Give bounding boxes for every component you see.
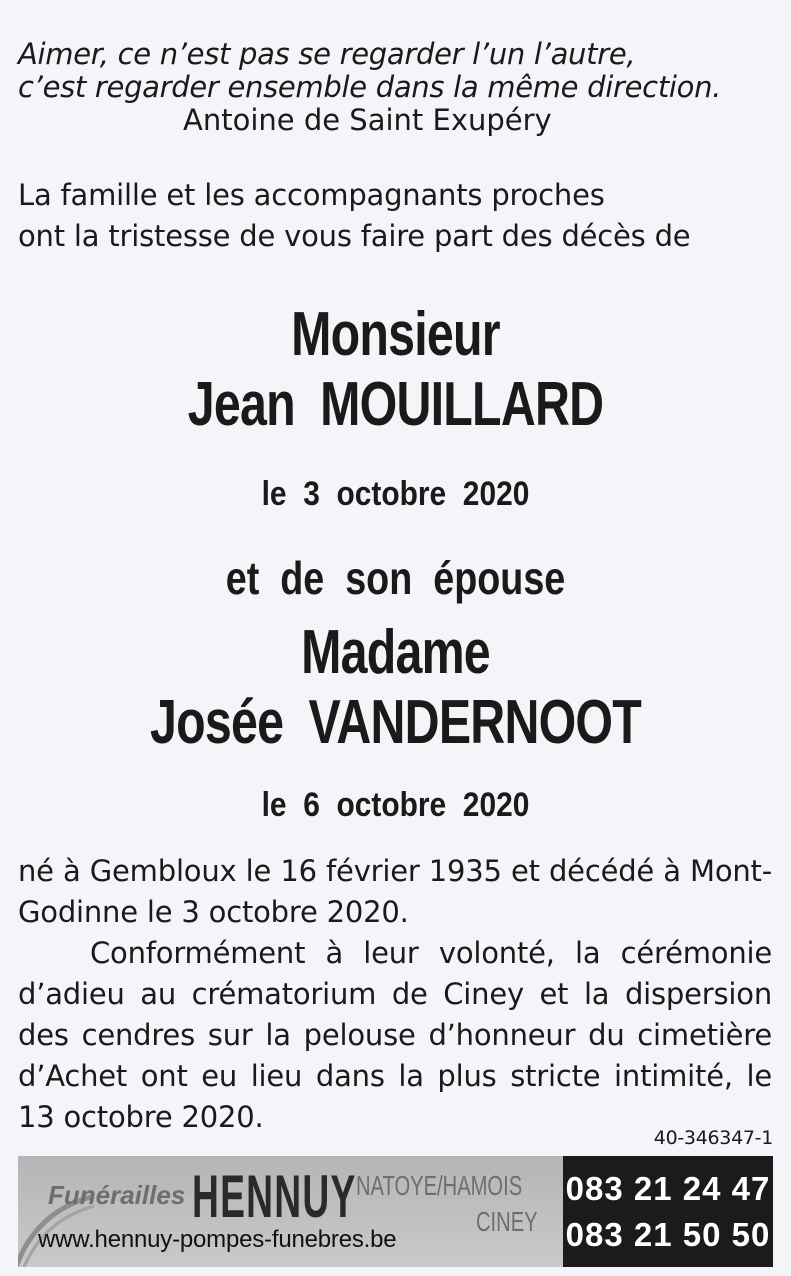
deceased-1-name: Jean MOUILLARD	[187, 370, 604, 439]
phone-panel	[563, 1156, 773, 1267]
quote-author: Antoine de Saint Exupéry	[183, 103, 552, 137]
quote-line-2: c’est regarder ensemble dans la même direction.	[18, 70, 722, 104]
phone-2[interactable]: 083 21 50 50	[565, 1215, 771, 1253]
quote-line-1: Aimer, ce n’est pas se regarder l’un l’autre,	[18, 37, 636, 71]
quote-block	[18, 38, 778, 137]
notice-body	[18, 851, 772, 1138]
deceased-2-heading	[87, 618, 704, 758]
website-link[interactable]: www.hennuy-pompes-funebres.be	[38, 1226, 397, 1253]
funerailles-label: Funérailles	[48, 1180, 186, 1210]
funeral-home-logo-area	[18, 1156, 563, 1267]
intro-line-2: ont la tristesse de vous faire part des décès de	[18, 219, 691, 253]
birth-death-paragraph: né à Gembloux le 16 février 1935 et décédé à Mont-Godinne le 3 octobre 2020.	[18, 854, 772, 929]
hennuy-logo: HENNUY	[192, 1163, 357, 1230]
phone-1[interactable]: 083 21 24 47	[565, 1169, 771, 1207]
deceased-2-name: Josée VANDERNOOT	[149, 688, 642, 757]
deceased-1-title: Monsieur	[291, 300, 500, 369]
deceased-2-title: Madame	[301, 618, 490, 687]
funeral-home-banner	[18, 1156, 773, 1267]
deceased-2-date: le 6 octobre 2020	[261, 786, 530, 824]
location-natoye-hamois: NATOYE/HAMOIS	[356, 1170, 523, 1201]
deceased-1-date: le 3 octobre 2020	[261, 475, 530, 513]
reference-number: 40-346347-1	[653, 1127, 773, 1149]
intro-line-1: La famille et les accompagnants proches	[18, 178, 605, 212]
spouse-label: et de son épouse	[225, 552, 566, 604]
intro-text	[18, 175, 778, 257]
ceremony-paragraph: Conformément à leur volonté, la cérémonie d’adieu au crématorium de Ciney et la dispersion des cendres sur la pelouse d’honneur du cimetière d’Achet ont eu lieu dans la plus stricte intimité, le 13 octobre 2020.	[18, 936, 772, 1134]
deceased-1-heading	[87, 300, 704, 440]
location-ciney: CINEY	[476, 1206, 538, 1237]
